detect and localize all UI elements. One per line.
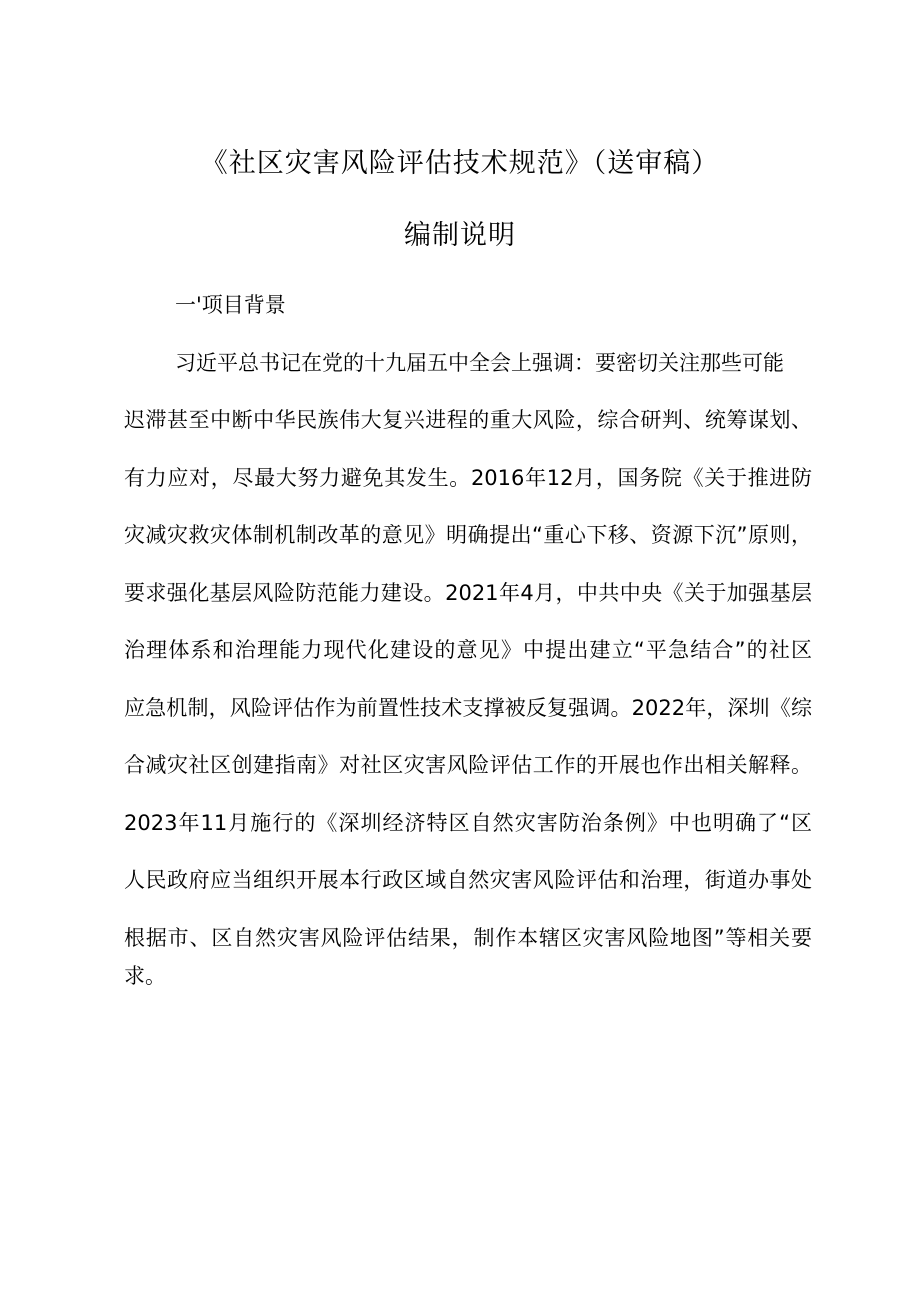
paragraph-line: 人民政府应当组织开展本行政区域自然灾害风险评估和治理，街道办事处 [124, 868, 812, 892]
section-heading: 一'项目背景 [175, 293, 286, 317]
paragraph-line: 有力应对，尽最大努力避免其发生。2016年12月，国务院《关于推进防 [124, 466, 812, 490]
document-title: 《社区灾害风险评估技术规范》（送审稿） [200, 148, 720, 179]
paragraph-line: 迟滞甚至中断中华民族伟大复兴进程的重大风险，综合研判、统筹谋划、 [124, 408, 812, 432]
paragraph-line: 应急机制，风险评估作为前置性技术支撑被反复强调。2022年，深圳《综 [124, 696, 812, 720]
paragraph-line: 灾减灾救灾体制机制改革的意见》明确提出“重心下移、资源下沉”原则， [124, 523, 812, 547]
document-subtitle: 编制说明 [404, 220, 516, 251]
paragraph-line: 合减灾社区创建指南》对社区灾害风险评估工作的开展也作出相关解释。 [124, 753, 812, 777]
paragraph-line: 求。 [124, 964, 166, 988]
paragraph-line: 习近平总书记在党的十九届五中全会上强调：要密切关注那些可能 [175, 351, 784, 375]
paragraph-line: 2023年11月施行的《深圳经济特区自然灾害防治条例》中也明确了“区 [124, 811, 812, 835]
paragraph-line: 根据市、区自然灾害风险评估结果，制作本辖区灾害风险地图”等相关要 [124, 926, 812, 950]
paragraph-line: 要求强化基层风险防范能力建设。2021年4月，中共中央《关于加强基层 [124, 581, 812, 605]
paragraph-line: 治理体系和治理能力现代化建设的意见》中提出建立“平急结合”的社区 [124, 638, 812, 662]
